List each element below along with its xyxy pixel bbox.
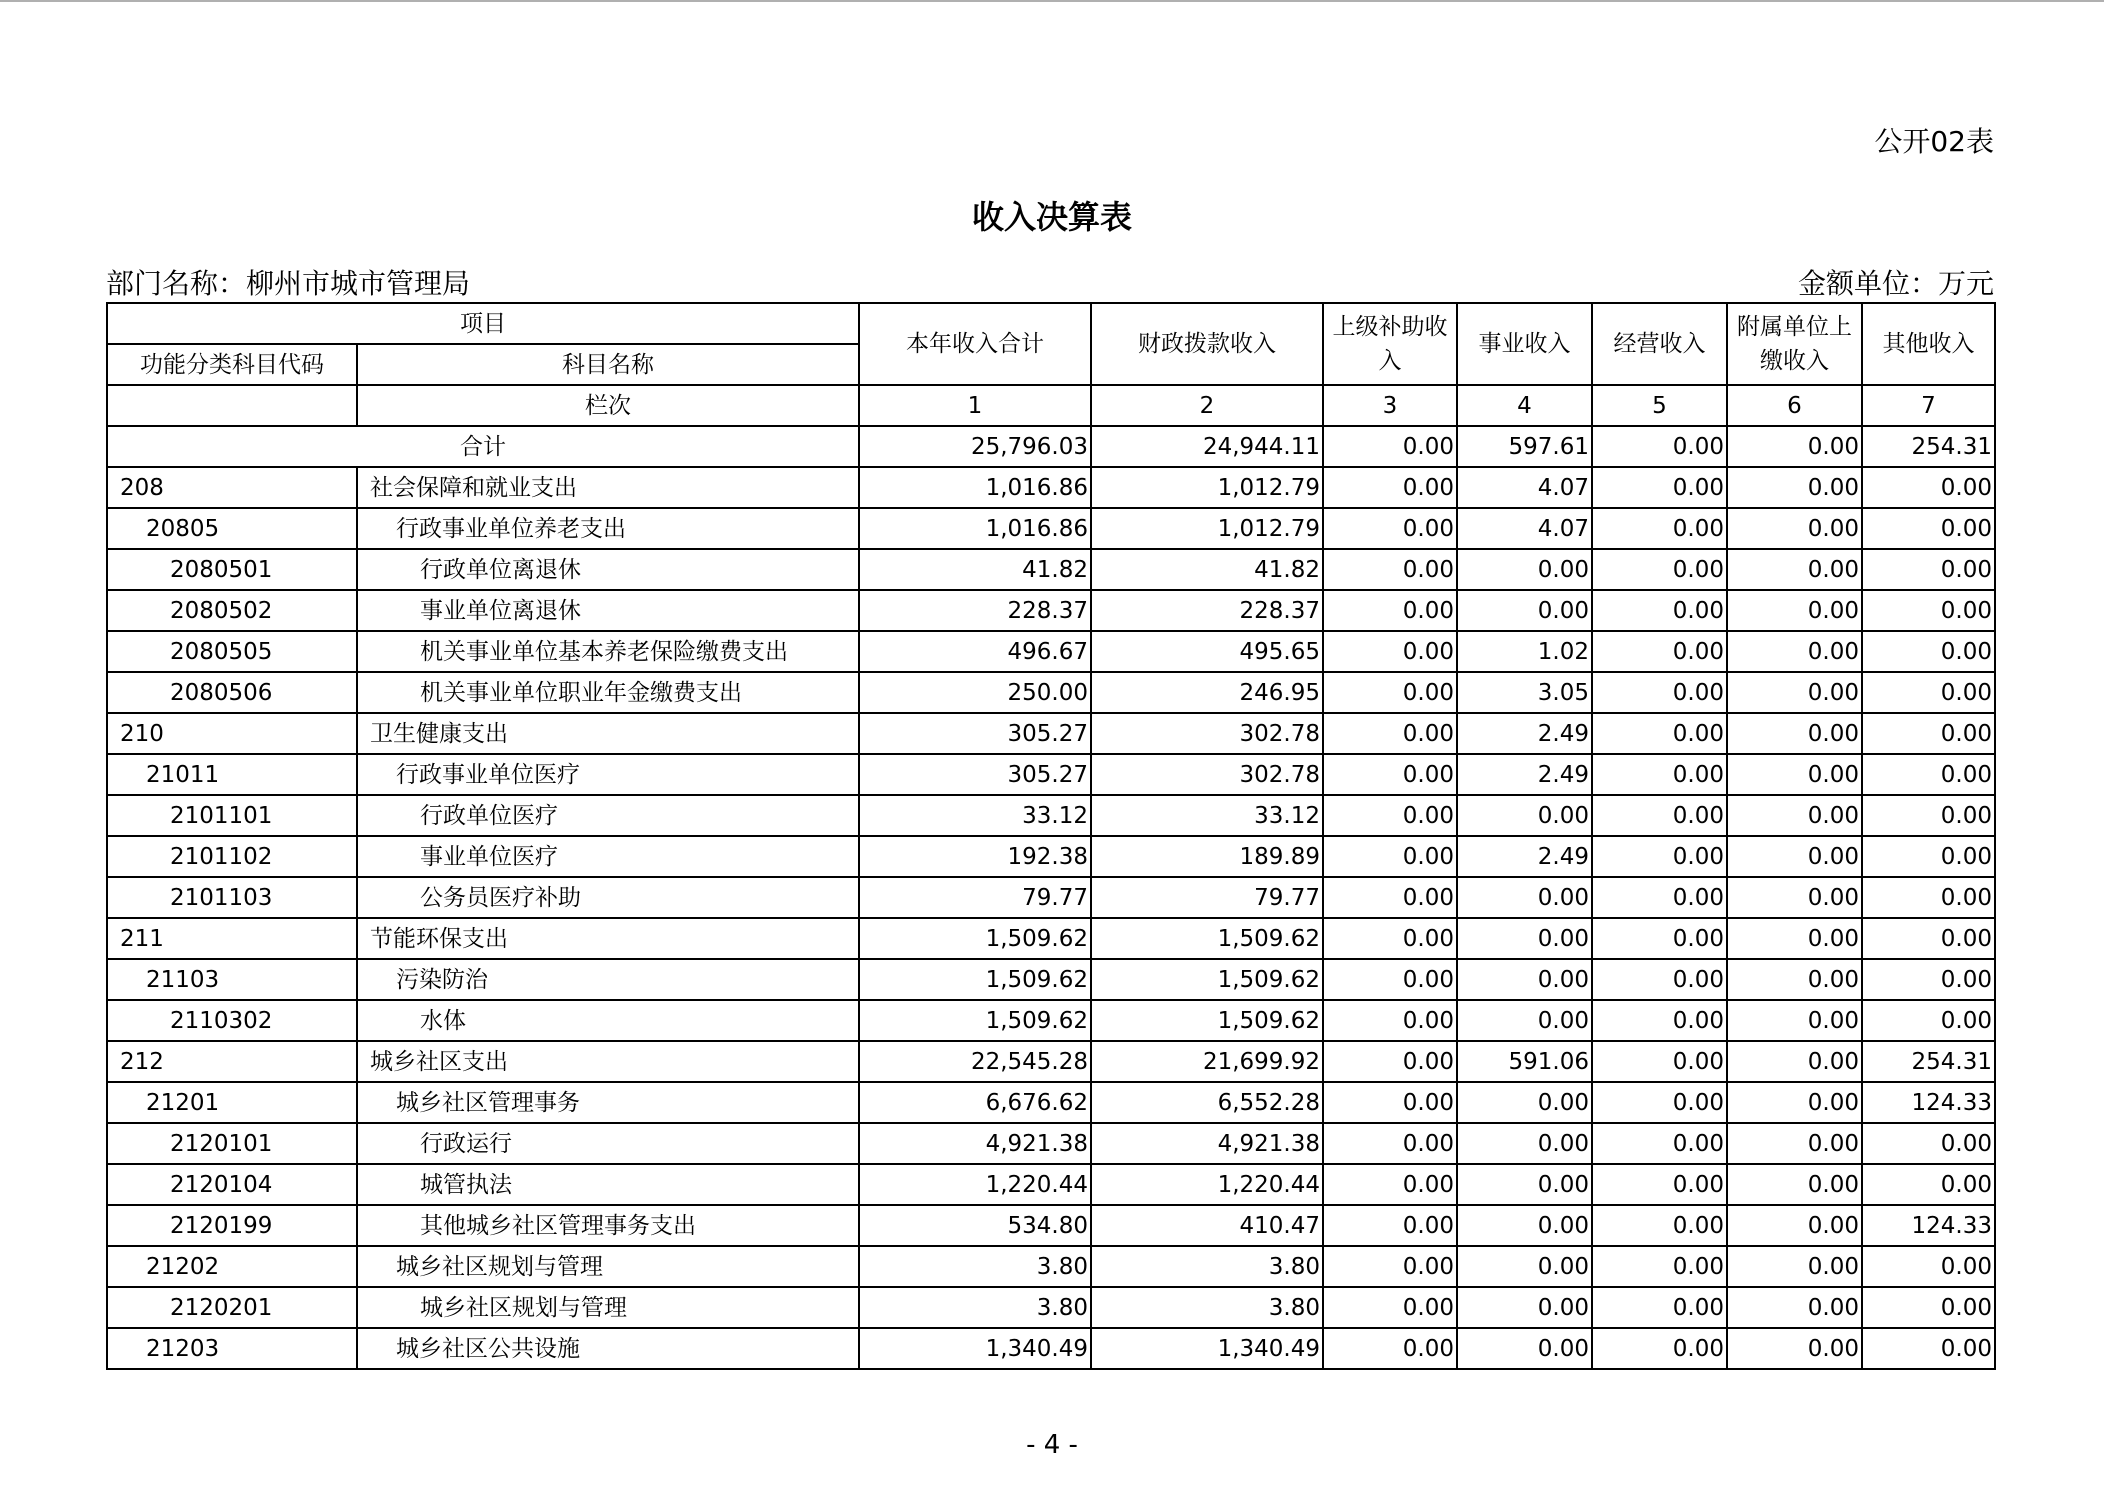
header-col-7: 其他收入 <box>1862 303 1995 385</box>
row-value: 0.00 <box>1592 877 1727 918</box>
row-name: 城乡社区支出 <box>357 1041 859 1082</box>
row-value: 2.49 <box>1457 836 1592 877</box>
row-value: 0.00 <box>1727 1164 1862 1205</box>
row-value: 0.00 <box>1323 713 1457 754</box>
row-value: 21,699.92 <box>1091 1041 1323 1082</box>
row-value: 0.00 <box>1323 1041 1457 1082</box>
row-value: 0.00 <box>1592 1123 1727 1164</box>
table-row <box>107 508 1995 549</box>
header-col-3: 上级补助收入 <box>1323 303 1457 385</box>
row-value: 33.12 <box>859 795 1091 836</box>
row-value: 0.00 <box>1862 713 1995 754</box>
row-value: 0.00 <box>1592 754 1727 795</box>
row-value: 0.00 <box>1727 467 1862 508</box>
row-value: 41.82 <box>859 549 1091 590</box>
row-name: 城乡社区规划与管理 <box>357 1287 859 1328</box>
total-value: 254.31 <box>1862 426 1995 467</box>
department-name: 部门名称：柳州市城市管理局 <box>106 267 471 300</box>
row-value: 1,016.86 <box>859 467 1091 508</box>
header-code: 功能分类科目代码 <box>107 344 357 385</box>
row-value: 0.00 <box>1457 918 1592 959</box>
row-value: 0.00 <box>1862 918 1995 959</box>
row-value: 0.00 <box>1862 1000 1995 1041</box>
total-value: 25,796.03 <box>859 426 1091 467</box>
row-code: 2120104 <box>107 1164 357 1205</box>
table-row <box>107 1123 1995 1164</box>
row-value: 0.00 <box>1457 1328 1592 1369</box>
table-number: 公开02表 <box>1874 125 1994 158</box>
row-value: 0.00 <box>1457 1082 1592 1123</box>
table-row <box>107 836 1995 877</box>
row-value: 124.33 <box>1862 1205 1995 1246</box>
row-value: 0.00 <box>1862 1328 1995 1369</box>
row-value: 0.00 <box>1592 713 1727 754</box>
row-value: 410.47 <box>1091 1205 1323 1246</box>
col-num: 3 <box>1323 385 1457 426</box>
row-value: 1,220.44 <box>859 1164 1091 1205</box>
amount-unit: 金额单位：万元 <box>1797 267 1994 300</box>
page-number: - 4 - <box>1026 1430 1078 1460</box>
row-value: 0.00 <box>1727 836 1862 877</box>
row-value: 0.00 <box>1323 590 1457 631</box>
total-value: 597.61 <box>1457 426 1592 467</box>
header-item: 项目 <box>107 303 859 344</box>
row-name: 事业单位医疗 <box>357 836 859 877</box>
row-value: 0.00 <box>1727 1000 1862 1041</box>
row-value: 0.00 <box>1727 631 1862 672</box>
row-value: 4.07 <box>1457 508 1592 549</box>
row-value: 189.89 <box>1091 836 1323 877</box>
row-value: 0.00 <box>1862 508 1995 549</box>
row-value: 4,921.38 <box>1091 1123 1323 1164</box>
row-value: 0.00 <box>1592 1328 1727 1369</box>
row-value: 0.00 <box>1323 508 1457 549</box>
row-value: 3.80 <box>859 1287 1091 1328</box>
row-value: 0.00 <box>1592 1205 1727 1246</box>
row-value: 0.00 <box>1592 836 1727 877</box>
col-num: 2 <box>1091 385 1323 426</box>
row-value: 0.00 <box>1592 959 1727 1000</box>
row-value: 0.00 <box>1592 1164 1727 1205</box>
row-value: 2.49 <box>1457 754 1592 795</box>
table-row <box>107 590 1995 631</box>
row-value: 302.78 <box>1091 754 1323 795</box>
row-value: 33.12 <box>1091 795 1323 836</box>
row-value: 0.00 <box>1457 795 1592 836</box>
row-value: 6,552.28 <box>1091 1082 1323 1123</box>
row-code: 2080501 <box>107 549 357 590</box>
total-value: 0.00 <box>1592 426 1727 467</box>
row-code: 2110302 <box>107 1000 357 1041</box>
row-value: 305.27 <box>859 713 1091 754</box>
total-label: 合计 <box>107 426 859 467</box>
row-value: 0.00 <box>1862 836 1995 877</box>
page-top-border <box>0 0 2104 2</box>
row-value: 1,340.49 <box>859 1328 1091 1369</box>
row-code: 208 <box>107 467 357 508</box>
row-value: 0.00 <box>1457 959 1592 1000</box>
row-value: 1,509.62 <box>1091 918 1323 959</box>
row-value: 534.80 <box>859 1205 1091 1246</box>
row-name: 社会保障和就业支出 <box>357 467 859 508</box>
row-code: 20805 <box>107 508 357 549</box>
row-value: 0.00 <box>1592 1041 1727 1082</box>
table-row <box>107 1000 1995 1041</box>
row-name: 行政单位医疗 <box>357 795 859 836</box>
row-value: 4,921.38 <box>859 1123 1091 1164</box>
row-code: 212 <box>107 1041 357 1082</box>
col-num: 7 <box>1862 385 1995 426</box>
row-value: 0.00 <box>1457 1205 1592 1246</box>
row-value: 1,509.62 <box>859 918 1091 959</box>
row-code: 21202 <box>107 1246 357 1287</box>
row-name: 行政事业单位养老支出 <box>357 508 859 549</box>
row-value: 0.00 <box>1727 713 1862 754</box>
row-value: 0.00 <box>1727 1205 1862 1246</box>
row-value: 0.00 <box>1323 1082 1457 1123</box>
row-code: 2120201 <box>107 1287 357 1328</box>
total-value: 0.00 <box>1727 426 1862 467</box>
table-row <box>107 795 1995 836</box>
row-value: 22,545.28 <box>859 1041 1091 1082</box>
row-value: 0.00 <box>1727 1041 1862 1082</box>
row-value: 0.00 <box>1457 877 1592 918</box>
header-col-1: 本年收入合计 <box>859 303 1091 385</box>
row-value: 302.78 <box>1091 713 1323 754</box>
empty-cell <box>107 385 357 426</box>
row-value: 1,016.86 <box>859 508 1091 549</box>
row-value: 192.38 <box>859 836 1091 877</box>
row-value: 0.00 <box>1592 1246 1727 1287</box>
table-row <box>107 877 1995 918</box>
row-value: 0.00 <box>1457 590 1592 631</box>
row-name: 机关事业单位职业年金缴费支出 <box>357 672 859 713</box>
row-value: 0.00 <box>1457 549 1592 590</box>
row-value: 305.27 <box>859 754 1091 795</box>
row-value: 591.06 <box>1457 1041 1592 1082</box>
row-value: 124.33 <box>1862 1082 1995 1123</box>
row-code: 2080502 <box>107 590 357 631</box>
row-value: 0.00 <box>1592 795 1727 836</box>
row-value: 0.00 <box>1323 672 1457 713</box>
row-value: 0.00 <box>1862 795 1995 836</box>
row-code: 21103 <box>107 959 357 1000</box>
row-code: 210 <box>107 713 357 754</box>
row-value: 0.00 <box>1727 1123 1862 1164</box>
row-value: 3.80 <box>1091 1287 1323 1328</box>
row-code: 2080505 <box>107 631 357 672</box>
row-value: 496.67 <box>859 631 1091 672</box>
total-row <box>107 426 1995 467</box>
row-value: 495.65 <box>1091 631 1323 672</box>
row-value: 0.00 <box>1323 1328 1457 1369</box>
row-code: 2101102 <box>107 836 357 877</box>
table-body <box>107 303 1995 1369</box>
row-value: 228.37 <box>1091 590 1323 631</box>
row-value: 228.37 <box>859 590 1091 631</box>
row-value: 41.82 <box>1091 549 1323 590</box>
table-row <box>107 918 1995 959</box>
column-seq-label: 栏次 <box>357 385 859 426</box>
row-value: 0.00 <box>1862 1287 1995 1328</box>
total-value: 0.00 <box>1323 426 1457 467</box>
income-table <box>106 302 1996 1370</box>
row-value: 0.00 <box>1862 959 1995 1000</box>
row-code: 21011 <box>107 754 357 795</box>
total-value: 24,944.11 <box>1091 426 1323 467</box>
row-value: 1,509.62 <box>859 959 1091 1000</box>
col-num: 4 <box>1457 385 1592 426</box>
row-name: 其他城乡社区管理事务支出 <box>357 1205 859 1246</box>
row-value: 1,340.49 <box>1091 1328 1323 1369</box>
col-num: 6 <box>1727 385 1862 426</box>
table-row <box>107 754 1995 795</box>
row-value: 0.00 <box>1323 1246 1457 1287</box>
row-value: 1,220.44 <box>1091 1164 1323 1205</box>
row-value: 0.00 <box>1323 877 1457 918</box>
row-value: 0.00 <box>1727 877 1862 918</box>
row-name: 城管执法 <box>357 1164 859 1205</box>
row-value: 1,012.79 <box>1091 508 1323 549</box>
row-value: 1,509.62 <box>1091 959 1323 1000</box>
row-value: 0.00 <box>1323 1205 1457 1246</box>
row-value: 0.00 <box>1727 549 1862 590</box>
table-row <box>107 1164 1995 1205</box>
table-row <box>107 1082 1995 1123</box>
row-value: 0.00 <box>1727 959 1862 1000</box>
row-value: 0.00 <box>1323 631 1457 672</box>
row-value: 0.00 <box>1592 918 1727 959</box>
row-value: 0.00 <box>1323 1000 1457 1041</box>
row-value: 0.00 <box>1862 1164 1995 1205</box>
row-name: 节能环保支出 <box>357 918 859 959</box>
row-value: 0.00 <box>1592 590 1727 631</box>
row-name: 城乡社区规划与管理 <box>357 1246 859 1287</box>
row-value: 0.00 <box>1457 1287 1592 1328</box>
col-num: 1 <box>859 385 1091 426</box>
row-value: 0.00 <box>1727 795 1862 836</box>
row-value: 4.07 <box>1457 467 1592 508</box>
row-value: 0.00 <box>1323 918 1457 959</box>
row-name: 事业单位离退休 <box>357 590 859 631</box>
row-name: 机关事业单位基本养老保险缴费支出 <box>357 631 859 672</box>
row-value: 0.00 <box>1592 1082 1727 1123</box>
row-value: 0.00 <box>1862 754 1995 795</box>
row-value: 0.00 <box>1862 1123 1995 1164</box>
row-value: 0.00 <box>1862 1246 1995 1287</box>
row-value: 0.00 <box>1592 672 1727 713</box>
header-name: 科目名称 <box>357 344 859 385</box>
row-value: 0.00 <box>1727 508 1862 549</box>
row-value: 0.00 <box>1457 1246 1592 1287</box>
row-value: 0.00 <box>1323 467 1457 508</box>
row-value: 0.00 <box>1592 549 1727 590</box>
header-col-6: 附属单位上缴收入 <box>1727 303 1862 385</box>
row-value: 0.00 <box>1323 1123 1457 1164</box>
header-col-4: 事业收入 <box>1457 303 1592 385</box>
row-value: 0.00 <box>1862 631 1995 672</box>
row-code: 2101101 <box>107 795 357 836</box>
col-num: 5 <box>1592 385 1727 426</box>
row-value: 0.00 <box>1862 590 1995 631</box>
row-value: 0.00 <box>1323 549 1457 590</box>
table-row <box>107 672 1995 713</box>
row-value: 3.80 <box>859 1246 1091 1287</box>
header-col-5: 经营收入 <box>1592 303 1727 385</box>
row-value: 0.00 <box>1323 836 1457 877</box>
row-code: 2120101 <box>107 1123 357 1164</box>
row-name: 行政事业单位医疗 <box>357 754 859 795</box>
row-value: 0.00 <box>1323 754 1457 795</box>
row-value: 0.00 <box>1727 1082 1862 1123</box>
row-value: 3.80 <box>1091 1246 1323 1287</box>
row-value: 0.00 <box>1862 467 1995 508</box>
row-code: 21201 <box>107 1082 357 1123</box>
row-value: 246.95 <box>1091 672 1323 713</box>
row-value: 0.00 <box>1457 1123 1592 1164</box>
row-code: 2080506 <box>107 672 357 713</box>
row-value: 0.00 <box>1323 1287 1457 1328</box>
row-value: 0.00 <box>1323 959 1457 1000</box>
row-value: 2.49 <box>1457 713 1592 754</box>
row-value: 0.00 <box>1727 918 1862 959</box>
row-value: 0.00 <box>1727 590 1862 631</box>
table-row <box>107 1205 1995 1246</box>
row-name: 行政单位离退休 <box>357 549 859 590</box>
row-value: 0.00 <box>1727 1287 1862 1328</box>
row-value: 0.00 <box>1727 672 1862 713</box>
column-number-row <box>107 385 1995 426</box>
row-value: 3.05 <box>1457 672 1592 713</box>
table-row <box>107 1041 1995 1082</box>
row-value: 1.02 <box>1457 631 1592 672</box>
header-col-2: 财政拨款收入 <box>1091 303 1323 385</box>
row-name: 行政运行 <box>357 1123 859 1164</box>
table-row <box>107 713 1995 754</box>
row-value: 0.00 <box>1592 1000 1727 1041</box>
row-name: 城乡社区公共设施 <box>357 1328 859 1369</box>
row-name: 水体 <box>357 1000 859 1041</box>
row-code: 211 <box>107 918 357 959</box>
row-value: 0.00 <box>1862 672 1995 713</box>
row-value: 0.00 <box>1592 1287 1727 1328</box>
row-name: 污染防治 <box>357 959 859 1000</box>
row-value: 254.31 <box>1862 1041 1995 1082</box>
row-value: 1,509.62 <box>859 1000 1091 1041</box>
table-row <box>107 1287 1995 1328</box>
row-value: 0.00 <box>1323 795 1457 836</box>
page-title: 收入决算表 <box>971 198 1132 236</box>
row-value: 0.00 <box>1457 1000 1592 1041</box>
table-row <box>107 1328 1995 1369</box>
table-row <box>107 1246 1995 1287</box>
table-row <box>107 549 1995 590</box>
row-value: 0.00 <box>1727 1246 1862 1287</box>
table-row <box>107 631 1995 672</box>
row-value: 0.00 <box>1862 877 1995 918</box>
table-row <box>107 467 1995 508</box>
row-value: 0.00 <box>1592 508 1727 549</box>
row-code: 2120199 <box>107 1205 357 1246</box>
row-name: 公务员医疗补助 <box>357 877 859 918</box>
row-name: 城乡社区管理事务 <box>357 1082 859 1123</box>
row-value: 6,676.62 <box>859 1082 1091 1123</box>
row-value: 0.00 <box>1592 631 1727 672</box>
row-value: 0.00 <box>1323 1164 1457 1205</box>
header-row-1 <box>107 303 1995 344</box>
table-row <box>107 959 1995 1000</box>
row-code: 21203 <box>107 1328 357 1369</box>
row-name: 卫生健康支出 <box>357 713 859 754</box>
row-value: 79.77 <box>1091 877 1323 918</box>
row-value: 0.00 <box>1592 467 1727 508</box>
row-value: 1,012.79 <box>1091 467 1323 508</box>
row-value: 0.00 <box>1727 1328 1862 1369</box>
row-code: 2101103 <box>107 877 357 918</box>
row-value: 1,509.62 <box>1091 1000 1323 1041</box>
row-value: 0.00 <box>1862 549 1995 590</box>
row-value: 250.00 <box>859 672 1091 713</box>
row-value: 0.00 <box>1457 1164 1592 1205</box>
row-value: 0.00 <box>1727 754 1862 795</box>
row-value: 79.77 <box>859 877 1091 918</box>
